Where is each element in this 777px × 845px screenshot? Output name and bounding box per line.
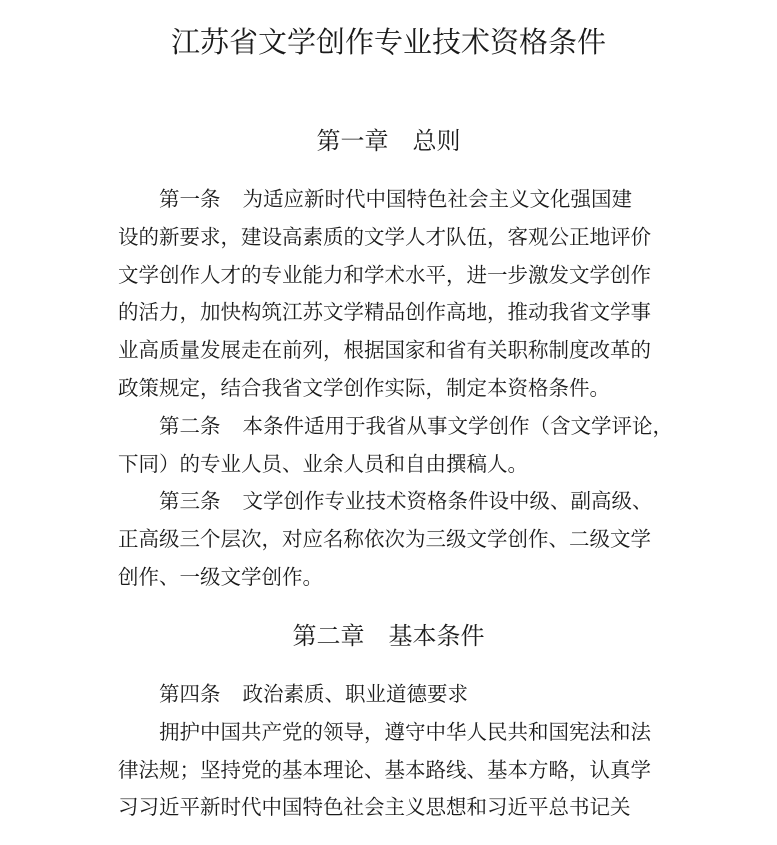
article-line: 拥护中国共产党的领导，遵守中华人民共和国宪法和法 bbox=[159, 719, 651, 744]
article-line: 第一条 为适应新时代中国特色社会主义文化强国建 bbox=[159, 187, 632, 211]
article-label: 第一条 bbox=[159, 187, 221, 211]
chapter-heading-1 bbox=[0, 124, 777, 158]
article-line: 创作、一级文学创作。 bbox=[118, 564, 323, 589]
chapter-heading-2 bbox=[0, 619, 777, 653]
article-line: 的活力，加快构筑江苏文学精品创作高地，推动我省文学事 bbox=[118, 300, 651, 325]
article-line: 习习近平新时代中国特色社会主义思想和习近平总书记关 bbox=[118, 795, 631, 820]
article-line: 正高级三个层次，对应名称依次为三级文学创作、二级文学 bbox=[118, 527, 651, 552]
chapter-name: 总则 bbox=[412, 127, 461, 155]
article-line: 政策规定，结合我省文学创作实际，制定本资格条件。 bbox=[118, 375, 610, 400]
article-line: 第二条 本条件适用于我省从事文学创作（含文学评论， bbox=[159, 413, 673, 438]
article-label: 第四条 bbox=[159, 682, 221, 706]
article-heading: 政治素质、职业道德要求 bbox=[242, 682, 468, 706]
article-4 bbox=[118, 676, 678, 827]
chapter-1-body bbox=[118, 181, 678, 597]
article-heading-line bbox=[118, 676, 678, 714]
article-line: 业高质量发展走在前列，根据国家和省有关职称制度改革的 bbox=[118, 338, 651, 363]
chapter-2-body bbox=[118, 676, 678, 827]
chapter-name: 基本条件 bbox=[388, 622, 485, 650]
chapter-label: 第一章 bbox=[316, 127, 389, 155]
article-1 bbox=[118, 181, 678, 408]
document-title: 江苏省文学创作专业技术资格条件 bbox=[170, 25, 606, 59]
article-line: 下同）的专业人员、业余人员和自由撰稿人。 bbox=[118, 451, 528, 476]
article-label: 第二条 bbox=[159, 413, 221, 438]
article-2 bbox=[118, 408, 678, 484]
article-3 bbox=[118, 483, 678, 596]
chapter-label: 第二章 bbox=[292, 622, 365, 650]
article-line: 律法规；坚持党的基本理论、基本路线、基本方略，认真学 bbox=[118, 757, 651, 782]
article-line: 文学创作人才的专业能力和学术水平，进一步激发文学创作 bbox=[118, 262, 651, 287]
article-line: 设的新要求，建设高素质的文学人才队伍，客观公正地评价 bbox=[118, 224, 651, 249]
article-line: 第三条 文学创作专业技术资格条件设中级、副高级、 bbox=[159, 489, 653, 514]
article-label: 第三条 bbox=[159, 489, 221, 514]
